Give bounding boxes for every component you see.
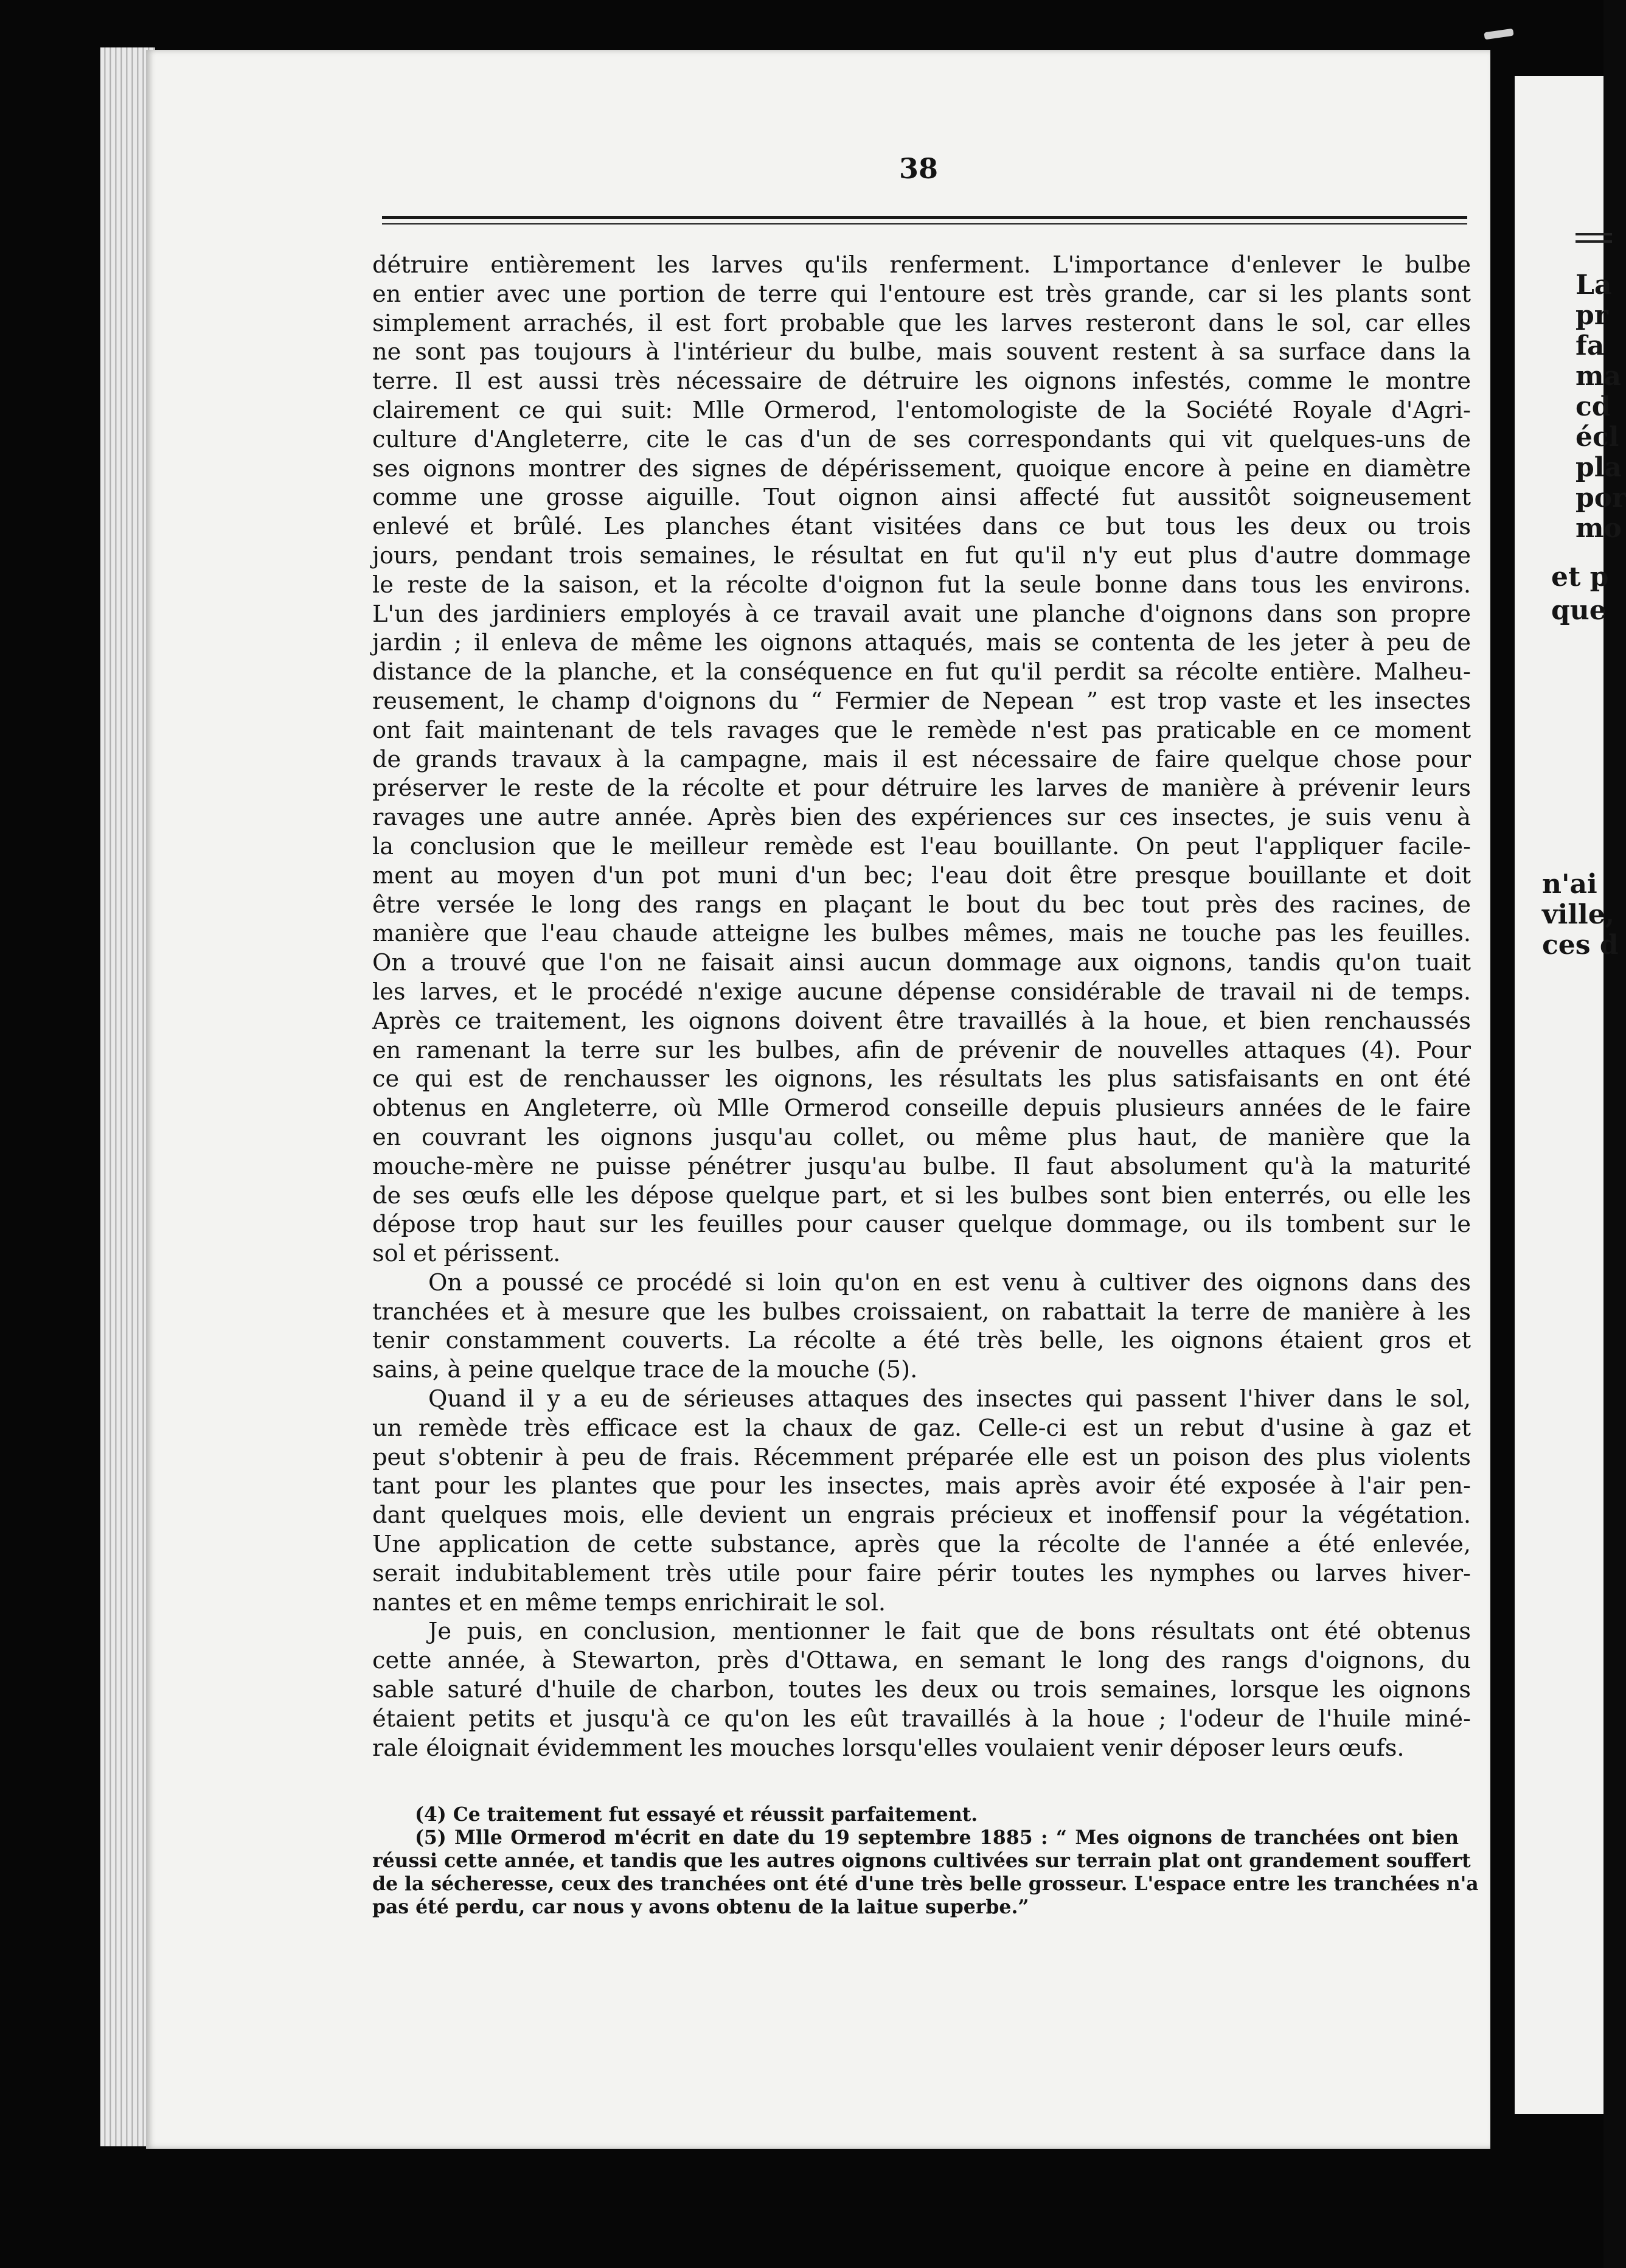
body-line: sable saturé d'huile de charbon, toutes les deux ou trois semaines, lorsque les oignons bbox=[372, 1676, 1471, 1704]
body-line: de grands travaux à la campagne, mais il est nécessaire de faire quelque chose pour bbox=[372, 745, 1471, 773]
body-line: serait indubitablement très utile pour faire périr toutes les nymphes ou larves hiver- bbox=[372, 1559, 1471, 1587]
footnote-line: réussi cette année, et tandis que les autres oignons cultivées sur terrain plat ont grandement souffert bbox=[372, 1849, 1471, 1872]
facing-page-text: pla bbox=[1576, 452, 1622, 483]
body-line: tant pour les plantes que pour les insectes, mais après avoir été exposée à l'air pen- bbox=[372, 1472, 1471, 1500]
body-line: étaient petits et jusqu'à ce qu'on les eût travaillés à la houe ; l'odeur de l'huile miné- bbox=[372, 1705, 1471, 1733]
body-line: préserver le reste de la récolte et pour détruire les larves de manière à prévenir leurs bbox=[372, 774, 1471, 802]
body-line: mouche-mère ne puisse pénétrer jusqu'au bulbe. Il faut absolument qu'à la maturité bbox=[372, 1152, 1471, 1180]
body-line: ce qui est de renchausser les oignons, les résultats les plus satisfaisants en ont été bbox=[372, 1065, 1471, 1093]
facing-page-rule-thin bbox=[1576, 240, 1612, 243]
body-line: ment au moyen d'un pot muni d'un bec; l'eau doit être presque bouillante et doit bbox=[372, 861, 1471, 889]
body-line: cette année, à Stewarton, près d'Ottawa, en semant le long des rangs d'oignons, du bbox=[372, 1647, 1471, 1675]
body-line: les larves, et le procédé n'exige aucune dépense considérable de travail ni de temps. bbox=[372, 978, 1471, 1006]
facing-page-text: ces d bbox=[1542, 930, 1619, 961]
body-line: comme une grosse aiguille. Tout oignon ainsi affecté fut aussitôt soigneusement bbox=[372, 484, 1471, 512]
facing-page-text: La bbox=[1576, 270, 1612, 301]
body-line: jours, pendant trois semaines, le résultat en fut qu'il n'y eut plus d'autre dommage bbox=[372, 541, 1471, 569]
facing-page-text: fa bbox=[1576, 330, 1605, 361]
body-line: nantes et en même temps enrichirait le sol. bbox=[372, 1588, 886, 1616]
body-line: obtenus en Angleterre, où Mlle Ormerod conseille depuis plusieurs années de le faire bbox=[372, 1094, 1471, 1122]
body-line: tenir constamment couverts. La récolte a été très belle, les oignons étaient gros et bbox=[372, 1327, 1471, 1355]
body-line: être versée le long des rangs en plaçant le bout du bec tout près des racines, de bbox=[372, 891, 1471, 919]
facing-page-fragment bbox=[1515, 76, 1626, 2114]
facing-page-rule bbox=[1576, 233, 1612, 235]
body-line: clairement ce qui suit: Mlle Ormerod, l'entomologiste de la Société Royale d'Agri- bbox=[372, 396, 1471, 424]
body-line: ne sont pas toujours à l'intérieur du bulbe, mais souvent restent à sa surface dans la bbox=[372, 338, 1471, 366]
body-line: Une application de cette substance, après que la récolte de l'année a été enlevée, bbox=[372, 1531, 1471, 1559]
page-number: 38 bbox=[899, 152, 939, 185]
facing-page-text: cd bbox=[1576, 391, 1611, 422]
body-line: simplement arrachés, il est fort probable que les larves resteront dans le sol, car elles bbox=[372, 309, 1471, 337]
facing-page-text: ma bbox=[1576, 361, 1622, 392]
body-line: sains, à peine quelque trace de la mouche (5). bbox=[372, 1356, 918, 1384]
body-line: détruire entièrement les larves qu'ils renferment. L'importance d'enlever le bulbe bbox=[372, 251, 1471, 279]
body-line: en entier avec une portion de terre qui l'entoure est très grande, car si les plants sont bbox=[372, 280, 1471, 308]
facing-page-text: mo bbox=[1576, 513, 1622, 544]
facing-page-text: et p bbox=[1551, 562, 1609, 593]
header-rule-thin bbox=[382, 223, 1467, 224]
body-line: terre. Il est aussi très nécessaire de détruire les oignons infestés, comme le montre bbox=[372, 367, 1471, 395]
footnotes bbox=[372, 1803, 1479, 1919]
footnote-line: pas été perdu, car nous y avons obtenu de la laitue superbe.” bbox=[372, 1896, 1029, 1918]
body-line: sol et périssent. bbox=[372, 1240, 561, 1268]
body-line: Quand il y a eu de sérieuses attaques des insectes qui passent l'hiver dans le sol, bbox=[428, 1385, 1471, 1413]
body-line: On a trouvé que l'on ne faisait ainsi aucun dommage aux oignons, tandis qu'on tuait bbox=[372, 949, 1471, 977]
facing-page-text: n'ai bbox=[1542, 869, 1597, 900]
body-line: de ses œufs elle les dépose quelque part, et si les bulbes sont bien enterrés, ou elle les bbox=[372, 1181, 1471, 1209]
body-line: le reste de la saison, et la récolte d'oignon fut la seule bonne dans tous les environs. bbox=[372, 571, 1471, 599]
footnote-line: (5) Mlle Ormerod m'écrit en date du 19 septembre 1885 : “ Mes oignons de tranchées ont bien bbox=[415, 1826, 1459, 1849]
body-line: dépose trop haut sur les feuilles pour causer quelque dommage, ou ils tombent sur le bbox=[372, 1211, 1471, 1239]
body-line: peut s'obtenir à peu de frais. Récemment préparée elle est un poison des plus violents bbox=[372, 1443, 1471, 1471]
body-line: reusement, le champ d'oignons du “ Fermier de Nepean ” est trop vaste et les insectes bbox=[372, 687, 1471, 715]
footnote-line: de la sécheresse, ceux des tranchées ont été d'une très belle grosseur. L'espace entre les tranchées n'a bbox=[372, 1873, 1479, 1895]
body-line: distance de la planche, et la conséquence en fut qu'il perdit sa récolte entière. Malheu- bbox=[372, 658, 1471, 686]
facing-page-text: pr bbox=[1576, 300, 1608, 331]
footnote-line: (4) Ce traitement fut essayé et réussit parfaitement. bbox=[415, 1803, 978, 1826]
body-text bbox=[372, 251, 1471, 1762]
body-line: Après ce traitement, les oignons doivent être travaillés à la houe, et bien renchaussés bbox=[372, 1007, 1471, 1035]
facing-page-text: ville, bbox=[1542, 899, 1615, 930]
body-line: On a poussé ce procédé si loin qu'on en est venu à cultiver des oignons dans des bbox=[428, 1268, 1471, 1296]
body-line: culture d'Angleterre, cite le cas d'un de ses correspondants qui vit quelques-uns de bbox=[372, 425, 1471, 453]
body-line: manière que l'eau chaude atteigne les bulbes mêmes, mais ne touche pas les feuilles. bbox=[372, 920, 1471, 948]
facing-page-text: que bbox=[1551, 595, 1607, 626]
body-line: dant quelques mois, elle devient un engrais précieux et inoffensif pour la végétation. bbox=[372, 1501, 1471, 1529]
body-line: ses oignons montrer des signes de dépérissement, quoique encore à peine en diamètre bbox=[372, 454, 1471, 482]
body-line: en ramenant la terre sur les bulbes, afin de prévenir de nouvelles attaques (4). Pour bbox=[372, 1036, 1471, 1064]
body-line: enlevé et brûlé. Les planches étant visitées dans ce but tous les deux ou trois bbox=[372, 513, 1471, 541]
body-line: Je puis, en conclusion, mentionner le fait que de bons résultats ont été obtenus bbox=[428, 1618, 1471, 1646]
body-line: ont fait maintenant de tels ravages que le remède n'est pas praticable en ce moment bbox=[372, 716, 1471, 744]
body-line: rale éloignait évidemment les mouches lorsqu'elles voulaient venir déposer leurs œufs. bbox=[372, 1734, 1405, 1762]
body-line: ravages une autre année. Après bien des expériences sur ces insectes, je suis venu à bbox=[372, 804, 1471, 832]
facing-page-text: écl bbox=[1576, 422, 1619, 453]
header-rule bbox=[382, 216, 1467, 219]
body-line: tranchées et à mesure que les bulbes croissaient, on rabattait la terre de manière à les bbox=[372, 1298, 1471, 1326]
body-line: en couvrant les oignons jusqu'au collet, ou même plus haut, de manière que la bbox=[372, 1123, 1471, 1151]
body-line: un remède très efficace est la chaux de gaz. Celle-ci est un rebut d'usine à gaz et bbox=[372, 1414, 1471, 1442]
body-line: la conclusion que le meilleur remède est l'eau bouillante. On peut l'appliquer facile- bbox=[372, 832, 1471, 860]
body-line: jardin ; il enleva de même les oignons attaqués, mais se contenta de les jeter à peu de bbox=[372, 629, 1471, 657]
facing-page-text: por bbox=[1576, 482, 1626, 513]
body-line: L'un des jardiniers employés à ce travail avait une planche d'oignons dans son propre bbox=[372, 600, 1471, 628]
